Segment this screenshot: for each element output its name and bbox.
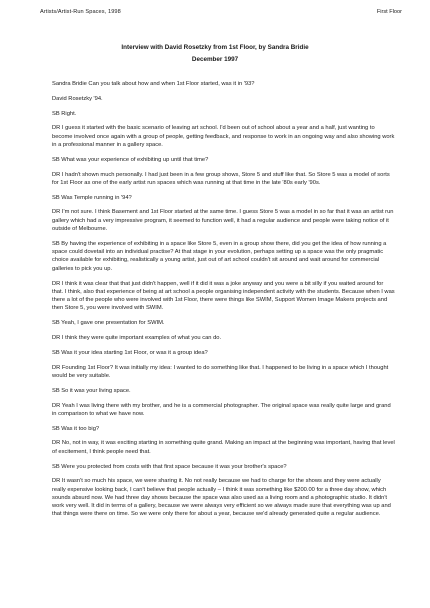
paragraph: DR It wasn't so much his space, we were sharing it. No not really because we had to charge for the shows and they were actually really expensive looking back, I can't believe that people actually – I think it was something like $200.00 for a three day show, which sounds absurd now. We had three day shows because the space was also used as a living room and a photographic studio. It didn't work very well. It did in terms of a gallery, because we were always very efficient so we always made sure that everything was up and that things were there on time. So we were only there for about a year, because we'd already generated quite a regular audience.	[52, 478, 391, 518]
interview-body	[52, 80, 396, 525]
paragraph: DR I think they were quite important examples of what you can do.	[52, 335, 222, 342]
paragraph: SB Yeah, I gave one presentation for SWIM.	[52, 320, 165, 327]
paragraph: SB What was your experience of exhibiting up until that time?	[52, 156, 209, 163]
paragraph: SB Were you protected from costs with that first space because it was your brother's space?	[52, 463, 287, 470]
document-title: Interview with David Rosetzky from 1st Floor, by Sandra Bridie	[121, 44, 309, 51]
paragraph: SB Right.	[52, 110, 77, 117]
paragraph: SB Was Temple running in '94?	[52, 194, 132, 201]
running-header-left: Artists/Artist-Run Spaces, 1998	[40, 9, 121, 15]
paragraph: Sandra Bridie Can you talk about how and when 1st Floor started, was it in '93?	[52, 81, 255, 87]
paragraph: DR I'm not sure. I think Basement and 1st Floor started at the same time. I guess Store 5 was a model in so far that it was an artist run gallery which had a very impressive program, it seemed to function well, it had a regular audience and people were taking notice of it outside of Melbourne.	[52, 209, 394, 233]
paragraph: SB Was it your idea starting 1st Floor, or was it a group idea?	[52, 349, 208, 356]
paragraph: SB So it was your living space.	[52, 387, 131, 394]
paragraph: DR Founding 1st Floor? It was initially my idea: I wanted to do something like that. I happened to be living in a space which I thought would be very suitable.	[52, 364, 389, 379]
paragraph: DR Yeah I was living there with my brother, and he is a commercial photographer. The original space was really quite large and grand in comparison to what we have now.	[52, 402, 391, 417]
running-header-right: First Floor	[376, 9, 402, 15]
document-date: December 1997	[191, 56, 239, 63]
paragraph: David Rosetzky '94.	[52, 95, 103, 102]
paragraph: DR I hadn't shown much personally. I had just been in a few group shows, Store 5 and stuff like that. So Store 5 was a model of sorts for 1st Floor as one of the early artist run spaces which was running at that time in the late '80s early '90s.	[52, 171, 390, 186]
paragraph: DR I think it was clear that that just didn't happen, well if it did it was a joke anyway and you were a bit silly if you waited around for that. I think, also that experience of being at art school a people organising independent activity with the students. Because when I was there a lot of the people who were involved with 1st Floor, there were things like SWIM, Support Women Image Makers projects and then Store 5, you were involved with SWIM.	[52, 280, 395, 312]
paragraph: DR No, not in way, it was exciting starting in something quite grand. Making an impact at the beginning was important, having that level of excitement, I think people need that.	[52, 440, 395, 455]
paragraph: SB Was it too big?	[52, 425, 100, 432]
paragraph: SB By having the experience of exhibiting in a space like Store 5, even in a group show there, did you get the idea of how running a space could dovetail into an individual practise? At that stage in your evolution, perhaps setting up a space was the only pragmatic choice available for exhibiting, realistically a young artist, just out of art school couldn't sit around and wait around for commercial galleries to pick you up.	[52, 240, 387, 272]
paragraph: DR I guess it started with the basic scenario of leaving art school. I'd been out of school about a year and a half, just wanting to become involved once again with a group of people, getting feedback, and response to work in an ongoing way and also showing work in a professional manner in a gallery space.	[52, 125, 395, 148]
